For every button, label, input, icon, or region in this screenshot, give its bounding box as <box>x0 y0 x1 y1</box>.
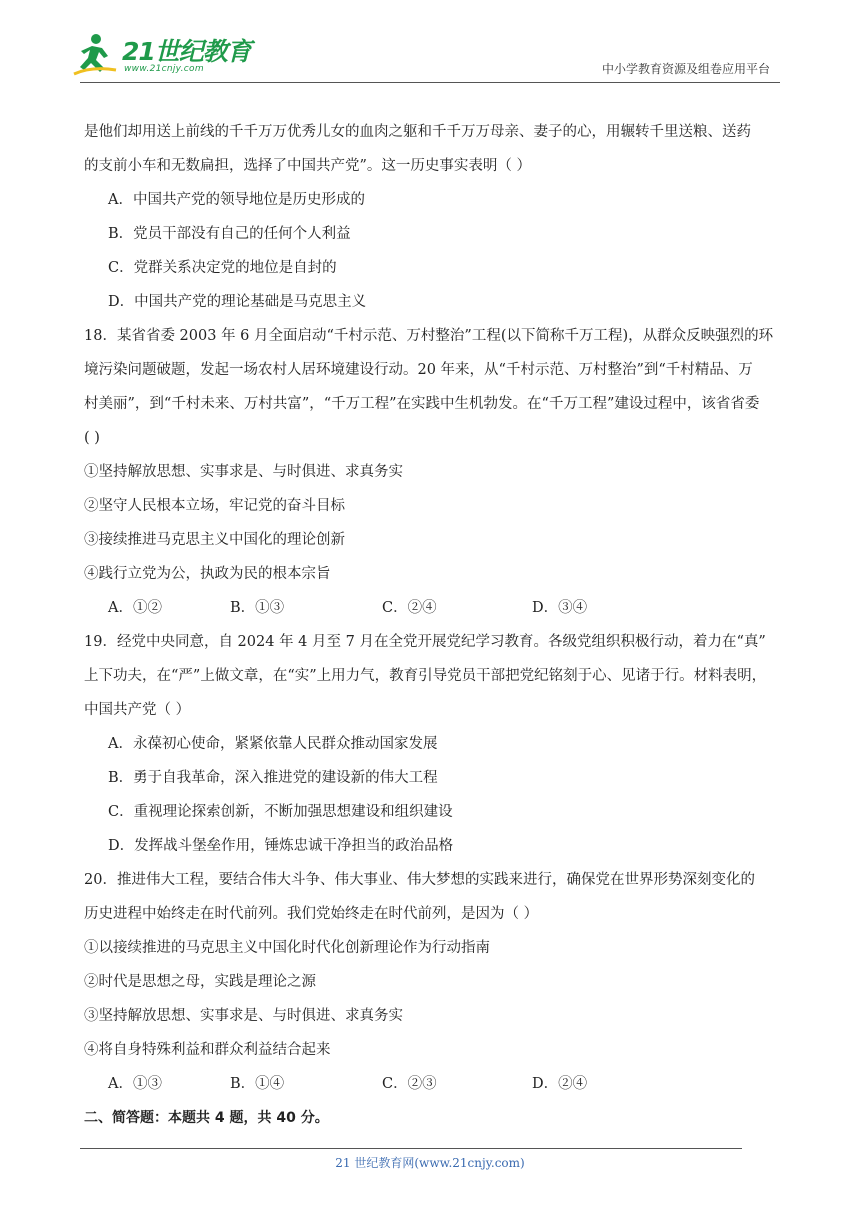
q20-choices <box>84 1067 784 1101</box>
q18-item-1: ①坚持解放思想、实事求是、与时俱进、求真务实 <box>84 464 403 480</box>
site-logo[interactable] <box>72 30 252 82</box>
q18-choice-a: A．①② <box>108 600 162 616</box>
q19-stem-line-3: 中国共产党（ ） <box>84 702 191 718</box>
q20-stem-line-2: 历史进程中始终走在时代前列。我们党始终走在时代前列，是因为（ ） <box>84 906 539 922</box>
q20-item-4: ④将自身特殊利益和群众利益结合起来 <box>84 1042 331 1058</box>
footer-divider <box>80 1148 742 1149</box>
q17-option-b: B．党员干部没有自己的任何个人利益 <box>108 226 351 242</box>
q17-option-c: C．党群关系决定党的地位是自封的 <box>108 260 337 276</box>
q18-choices <box>84 591 784 625</box>
q19-option-b: B．勇于自我革命，深入推进党的建设新的伟大工程 <box>108 770 438 786</box>
q19-option-d: D．发挥战斗堡垒作用，锤炼忠诚干净担当的政治品格 <box>108 838 454 854</box>
section-2-title: 二、简答题：本题共 4 题，共 40 分。 <box>84 1110 329 1126</box>
q17-option-d: D．中国共产党的理论基础是马克思主义 <box>108 294 367 310</box>
q20-choice-b: B．①④ <box>230 1076 285 1092</box>
q19-stem-line-1: 19．经党中央同意，自 2024 年 4 月至 7 月在全党开展党纪学习教育。各级党组织积极行动，着力在“真” <box>84 634 766 650</box>
q18-stem-line-3: 村美丽”，到“千村未来、万村共富”，“千万工程”在实践中生机勃发。在“千万工程”建设过程中，该省省委 <box>84 396 760 412</box>
logo-url: www.21cnjy.com <box>124 64 204 74</box>
q18-item-2: ②坚守人民根本立场，牢记党的奋斗目标 <box>84 498 345 514</box>
q20-choice-c: C．②③ <box>382 1076 437 1092</box>
footer-link[interactable]: 21 世纪教育网(www.21cnjy.com) <box>335 1156 525 1170</box>
document-body <box>84 115 784 1135</box>
q18-choice-c: C．②④ <box>382 600 437 616</box>
q18-stem-line-4: ( ) <box>84 430 100 446</box>
q18-stem-line-1: 18．某省省委 2003 年 6 月全面启动“千村示范、万村整治”工程(以下简称千万工程)，从群众反映强烈的环 <box>84 328 774 344</box>
q20-item-3: ③坚持解放思想、实事求是、与时俱进、求真务实 <box>84 1008 403 1024</box>
q20-choice-a: A．①③ <box>108 1076 162 1092</box>
q19-option-c: C．重视理论探索创新，不断加强思想建设和组织建设 <box>108 804 453 820</box>
q19-stem-line-2: 上下功夫，在“严”上做文章，在“实”上用力气，教育引导党员干部把党纪铭刻于心、见诸于行。材料表明， <box>84 668 767 684</box>
q20-item-2: ②时代是思想之母，实践是理论之源 <box>84 974 316 990</box>
q19-option-a: A．永葆初心使命，紧紧依靠人民群众推动国家发展 <box>108 736 438 752</box>
page-header <box>0 0 860 90</box>
q17-stem-line-1: 是他们却用送上前线的千千万万优秀儿女的血肉之躯和千千万万母亲、妻子的心，用辗转千里送粮、送药 <box>84 124 751 140</box>
q18-stem-line-2: 境污染问题破题，发起一场农村人居环境建设行动。20 年来，从“千村示范、万村整治”到“千村精品、万 <box>84 362 753 378</box>
q20-stem-line-1: 20．推进伟大工程，要结合伟大斗争、伟大事业、伟大梦想的实践来进行，确保党在世界形势深刻变化的 <box>84 872 755 888</box>
platform-label: 中小学教育资源及组卷应用平台 <box>601 62 770 76</box>
q18-item-3: ③接续推进马克思主义中国化的理论创新 <box>84 532 345 548</box>
q18-choice-d: D．③④ <box>532 600 588 616</box>
header-divider <box>80 82 780 83</box>
q20-choice-d: D．②④ <box>532 1076 588 1092</box>
q20-item-1: ①以接续推进的马克思主义中国化时代化创新理论作为行动指南 <box>84 940 490 956</box>
q17-stem-line-2: 的支前小车和无数扁担，选择了中国共产党”。这一历史事实表明（ ） <box>84 158 532 174</box>
runner-logo-icon <box>72 30 122 80</box>
q17-option-a: A．中国共产党的领导地位是历史形成的 <box>108 192 365 208</box>
q18-item-4: ④践行立党为公，执政为民的根本宗旨 <box>84 566 331 582</box>
logo-text: 21世纪教育 <box>122 37 251 66</box>
q18-choice-b: B．①③ <box>230 600 285 616</box>
